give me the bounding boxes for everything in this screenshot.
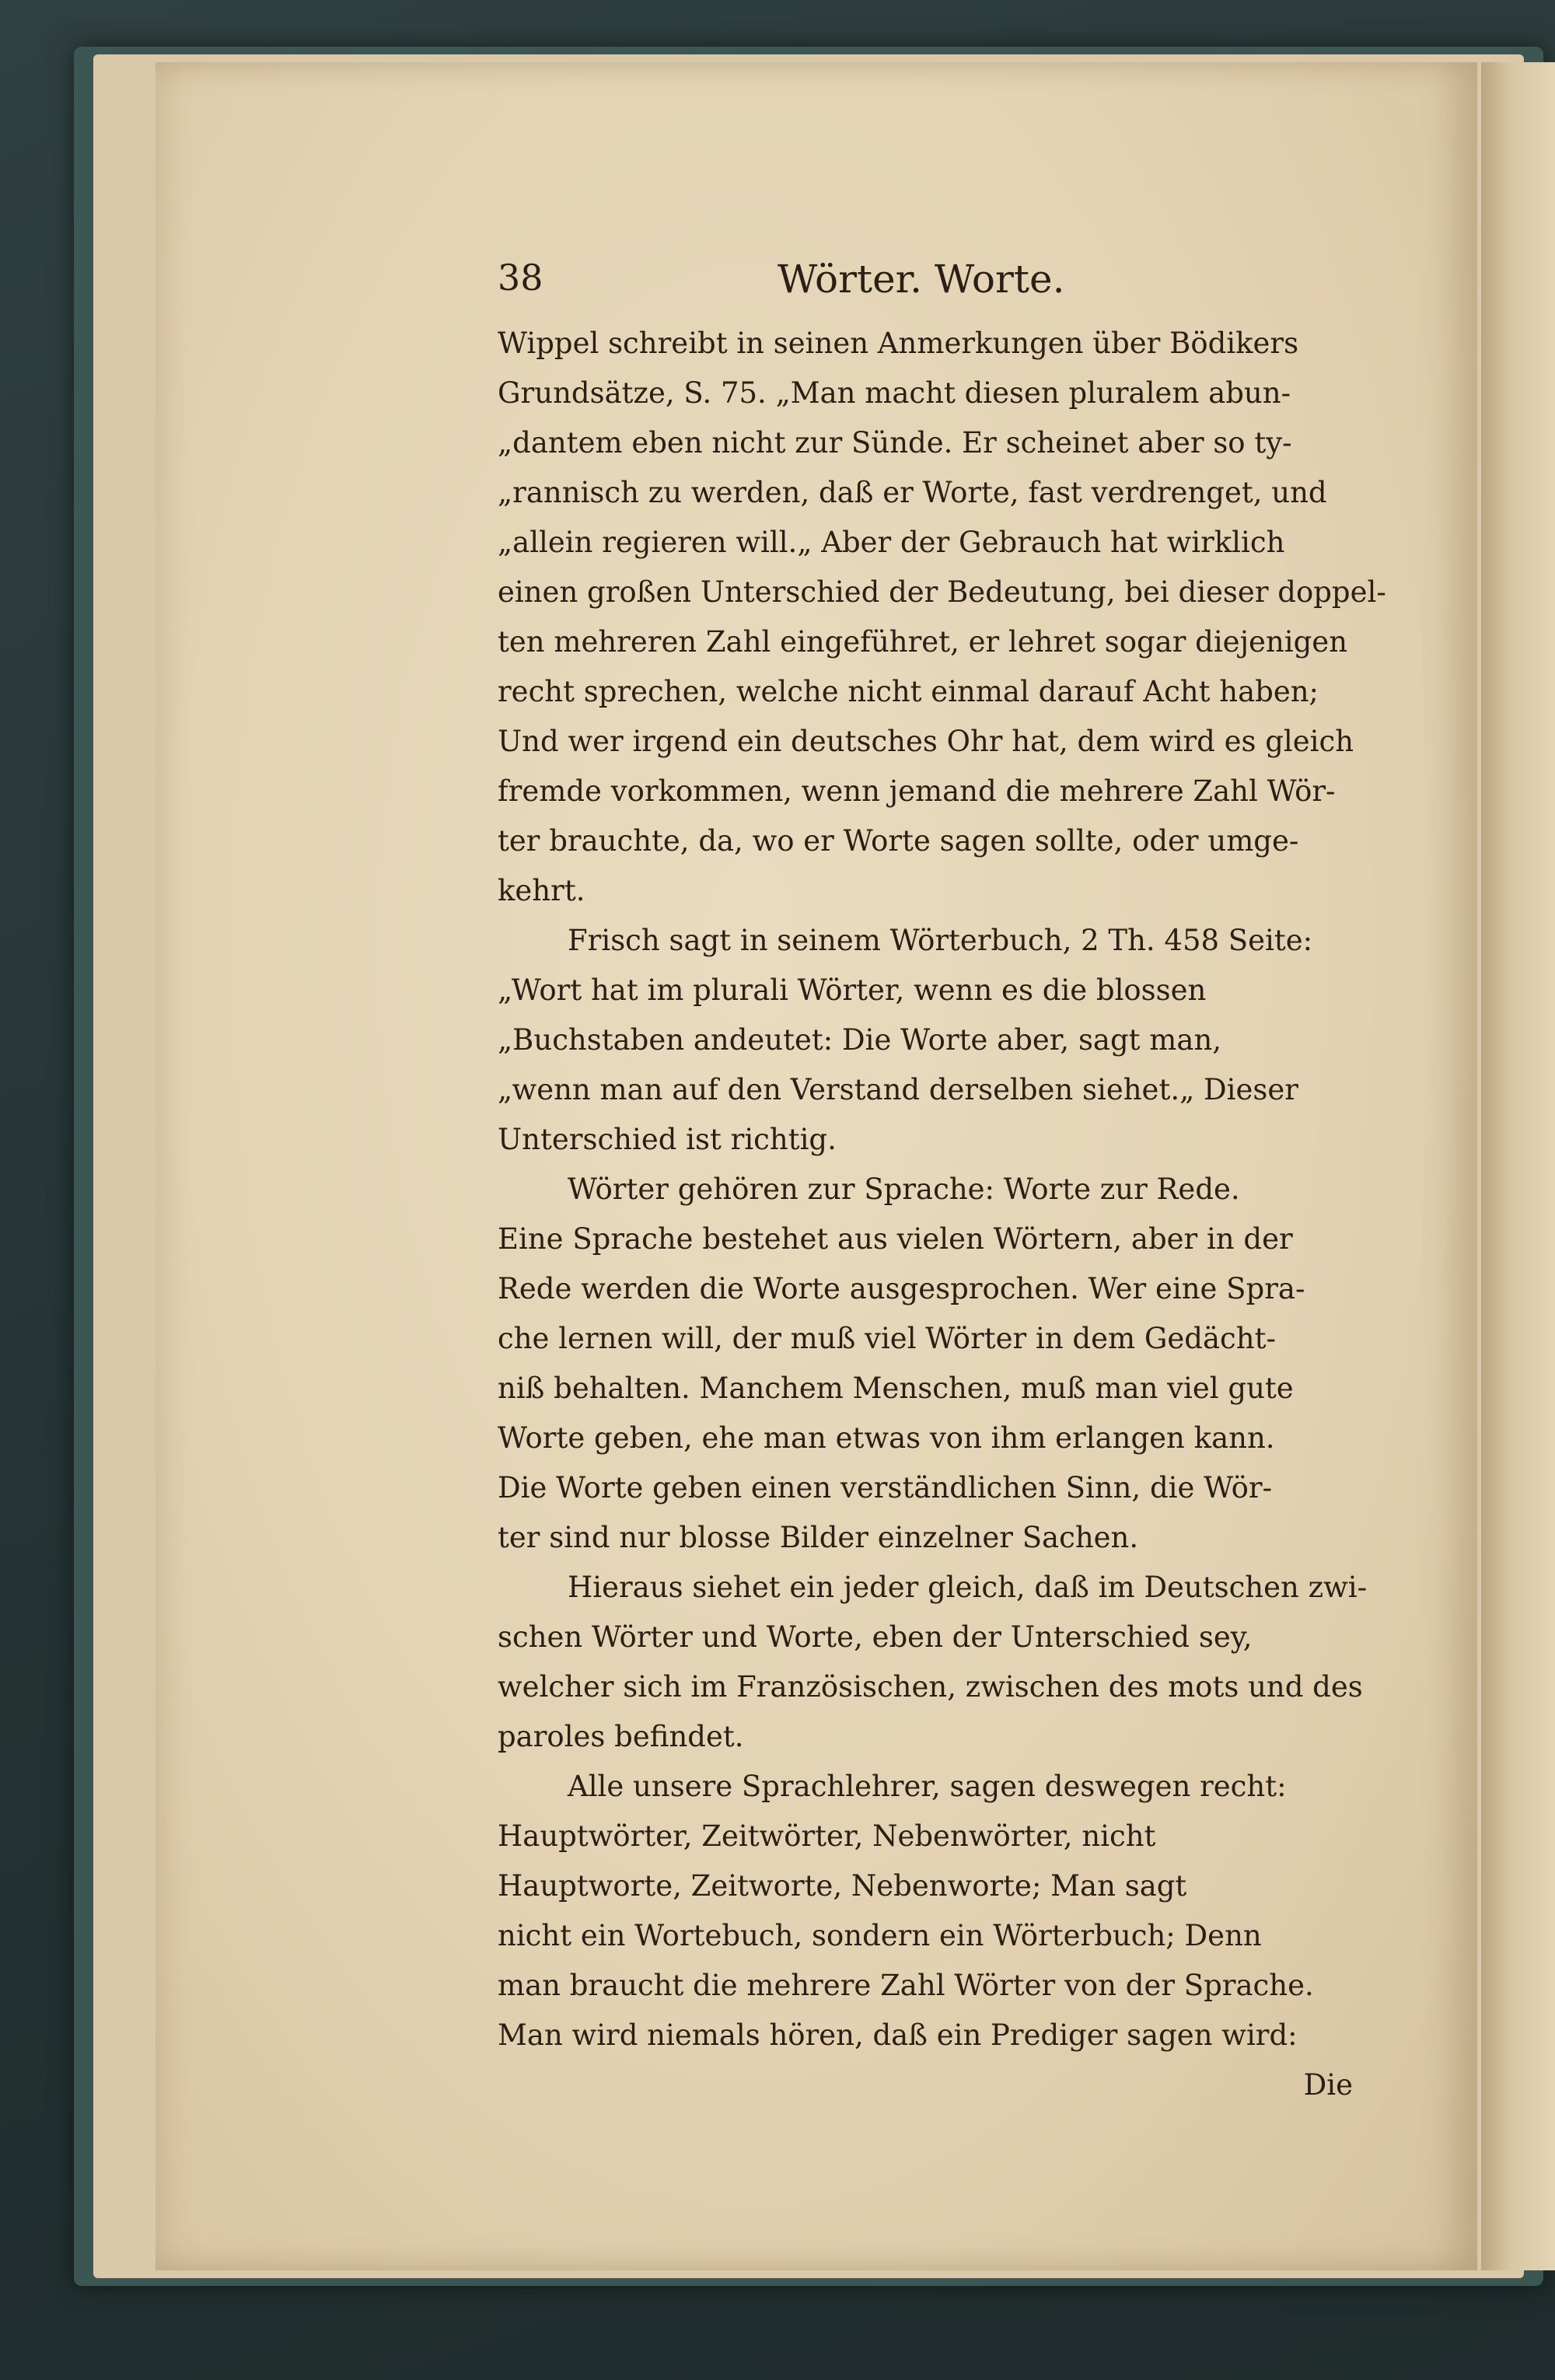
text-line: Worte geben, ehe man etwas von ihm erlangen kann. [498,1421,1275,1455]
text-line: Und wer irgend ein deutsches Ohr hat, dem wird es gleich [498,725,1354,758]
text-line: Rede werden die Worte ausgesprochen. Wer eine Spra- [498,1272,1305,1305]
text-line: Grundsätze, S. 75. „Man macht diesen pluralem abun- [498,376,1291,410]
text-line: „rannisch zu werden, daß er Worte, fast verdrenget, und [498,476,1327,509]
text-line: Eine Sprache bestehet aus vielen Wörtern, aber in der [498,1222,1293,1256]
running-title: Wörter. Worte. [778,257,1065,302]
paragraph [498,1165,1353,1563]
text-line: niß behalten. Manchem Menschen, muß man viel gute [498,1372,1294,1405]
text-line: man braucht die mehrere Zahl Wörter von der Sprache. [498,1969,1314,2002]
text-line: ter brauchte, da, wo er Worte sagen sollte, oder umge- [498,824,1299,858]
page-number: 38 [498,257,543,299]
text-line: Unterschied ist richtig. [498,1123,837,1156]
text-line: Hieraus siehet ein jeder gleich, daß im Deutschen zwi- [568,1571,1368,1604]
text-line: Wörter gehören zur Sprache: Worte zur Rede. [568,1173,1240,1206]
text-line: Hauptwörter, Zeitwörter, Nebenwörter, nicht [498,1819,1156,1853]
page-header [498,257,1353,319]
text-line: che lernen will, der muß viel Wörter in dem Gedächt- [498,1322,1276,1355]
catchword: Die [1303,2068,1353,2102]
paragraph [498,1563,1368,1762]
text-line: welcher sich im Französischen, zwischen des mots und des [498,1670,1363,1704]
book-gutter [1481,62,1555,2270]
text-line: Hauptworte, Zeitworte, Nebenworte; Man sagt [498,1869,1187,1903]
text-line: „Buchstaben andeutet: Die Worte aber, sagt man, [498,1023,1222,1057]
text-line: Man wird niemals hören, daß ein Prediger sagen wird: [498,2018,1298,2052]
text-line: „Wort hat im plurali Wörter, wenn es die blossen [498,973,1207,1007]
paragraph [498,916,1353,1165]
page-text-block [498,257,1386,2110]
text-line: Die Worte geben einen verständlichen Sinn, die Wör- [498,1471,1273,1505]
text-line: „dantem eben nicht zur Sünde. Er scheinet aber so ty- [498,426,1292,460]
text-line: fremde vorkommen, wenn jemand die mehrere Zahl Wör- [498,774,1336,808]
text-line: einen großen Unterschied der Bedeutung, bei dieser doppel- [498,575,1386,609]
text-line: ter sind nur blosse Bilder einzelner Sachen. [498,1521,1139,1554]
paragraph [498,1762,1353,2060]
text-line: nicht ein Wortebuch, sondern ein Wörterbuch; Denn [498,1919,1262,1952]
text-line: Alle unsere Sprachlehrer, sagen deswegen recht: [568,1770,1287,1803]
text-line: schen Wörter und Worte, eben der Unterschied sey, [498,1620,1253,1654]
text-line: recht sprechen, welche nicht einmal darauf Acht haben; [498,675,1319,708]
text-line: Frisch sagt in seinem Wörterbuch, 2 Th. 458 Seite: [568,924,1313,957]
text-line: ten mehreren Zahl eingeführet, er lehret sogar diejenigen [498,625,1348,659]
text-line: paroles befindet. [498,1720,744,1753]
paragraph [498,319,1386,916]
text-line: „allein regieren will.„ Aber der Gebrauch hat wirklich [498,526,1285,559]
text-line: „wenn man auf den Verstand derselben siehet.„ Dieser [498,1073,1298,1106]
text-line: Wippel schreibt in seinen Anmerkungen über Bödikers [498,327,1299,360]
text-line: kehrt. [498,874,585,907]
